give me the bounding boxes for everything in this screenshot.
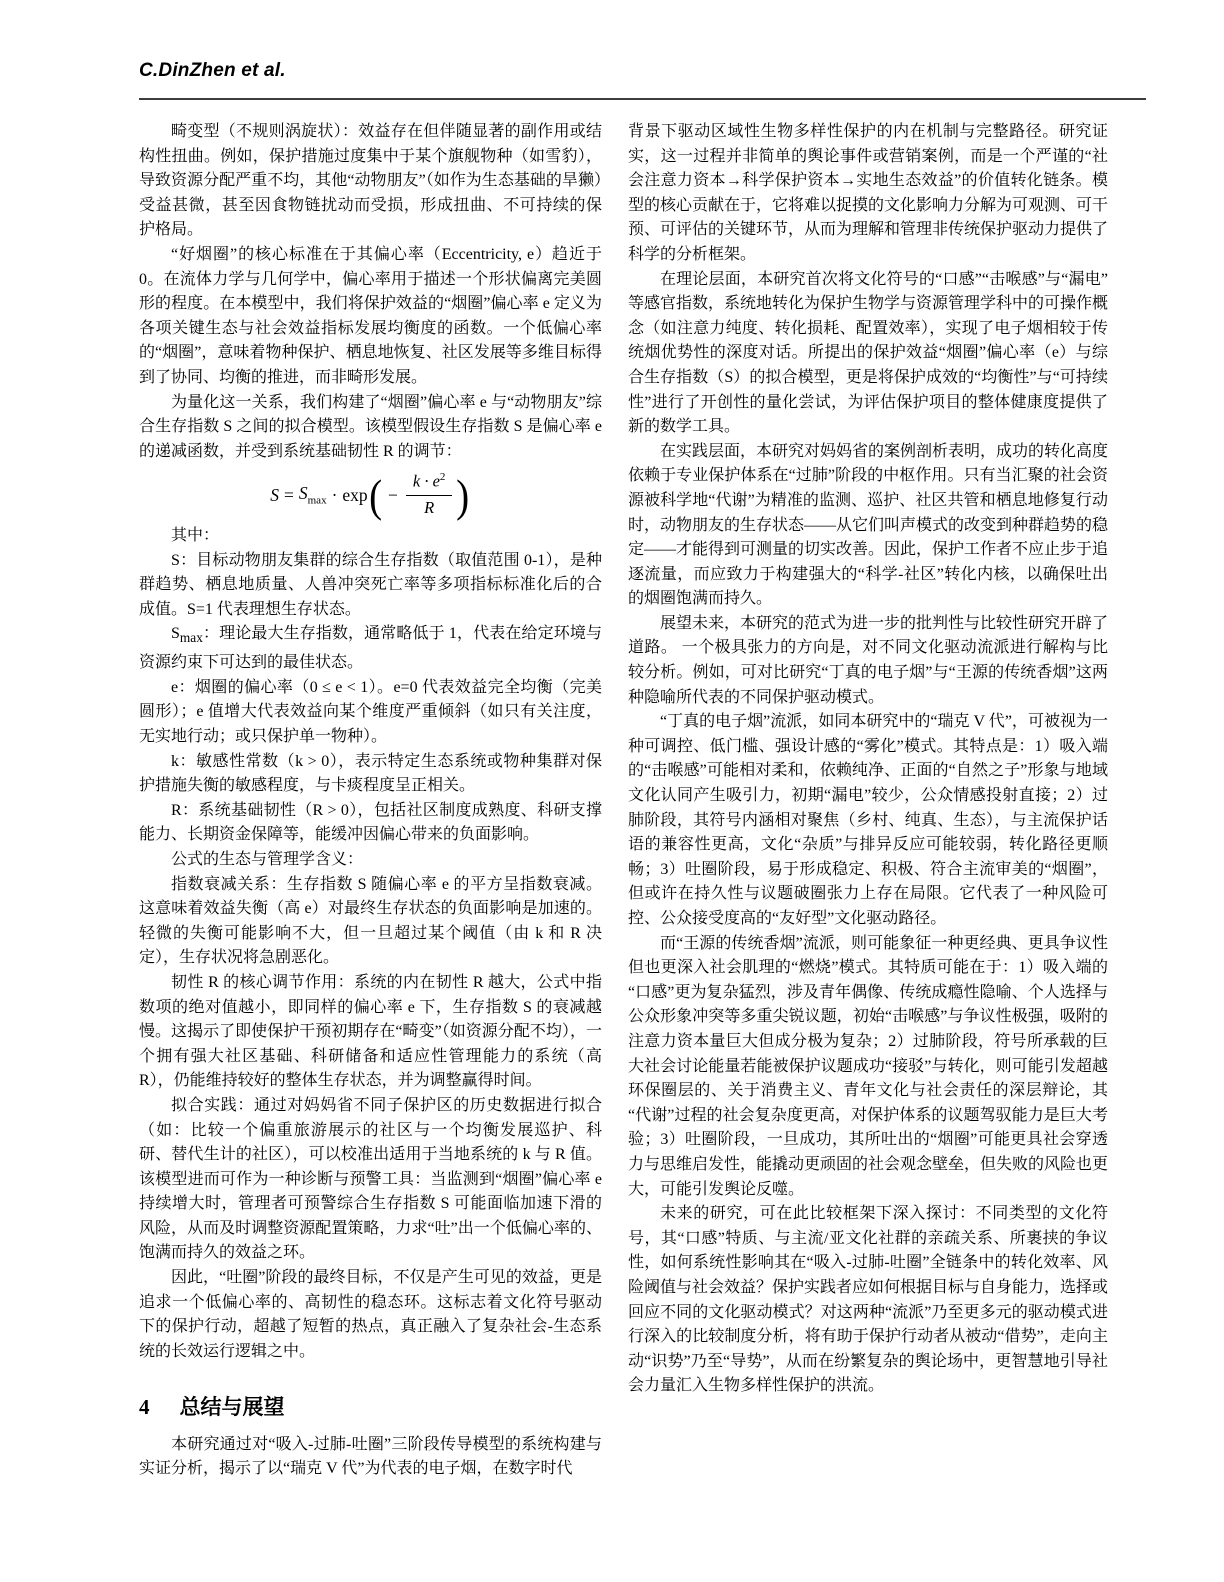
paragraph-exponential-decay: 指数衰减关系：生存指数 S 随偏心率 e 的平方呈指数衰减。这意味着效益失衡（高 e）对最终生存状态的负面影响是加速的。轻微的失衡可能影响不大，但一旦超过某个阈值（由 k 和 R 决定），生存状况将急剧恶化。: [139, 875, 602, 967]
paragraph-practice-level: 在实践层面，本研究对妈妈省的案例剖析表明，成功的转化高度依赖于专业保护体系在“过肺”阶段的中枢作用。只有当汇聚的社会资源被科学地“代谢”为精准的监测、巡护、社区共管和栖息地修复行动时，动物朋友的生存状态——从它们叫声模式的改变到种群趋势的稳定——才能得到可测量的切实改善。因此，保护工作者不应止步于追逐流量，而应致力于构建强大的“科学-社区”转化内核，以确保吐出的烟圈饱满而持久。: [628, 442, 1109, 608]
formula-equals: =: [284, 484, 294, 505]
paragraph-meaning-label: 公式的生态与管理学含义：: [171, 850, 364, 868]
running-head: C.DinZhen et al.: [139, 60, 286, 81]
left-column: [139, 120, 602, 1482]
paragraph-resilience-role: 韧性 R 的核心调节作用：系统的内在韧性 R 越大，公式中指数项的绝对值越小，即同样的偏心率 e 下，生存指数 S 的衰减越慢。这揭示了即使保护干预初期存在“畸变”（如资源分配不均），一个拥有强大社区基础、科研储备和适应性管理能力的系统（高 R），仍能维持较好的整体生存状态，并为调整赢得时间。: [139, 973, 602, 1090]
paragraph-deformed-type: 畸变型（不规则涡旋状）：效益存在但伴随显著的副作用或结构性扭曲。例如，保护措施过度集中于某个旗舰物种（如雪豹），导致资源分配严重不均，其他“动物朋友”（如作为生态基础的旱獭）受益甚微，甚至因食物链扰动而受损，形成扭曲、不可持续的保护格局。: [139, 123, 602, 239]
paragraph-good-ring-criterion: “好烟圈”的核心标准在于其偏心率（Eccentricity, e）趋近于 0。在流体力学与几何学中，偏心率用于描述一个形状偏离完美圆形的程度。在本模型中，我们将保护效益的“烟圈”偏心率 e 定义为各项关键生态与社会效益指标发展均衡度的函数。一个低偏心率的“烟圈”，意味着物种保护、栖息地恢复、社区发展等多维目标得到了协同、均衡的推进，而非畸形发展。: [139, 245, 602, 386]
paragraph-therefore: 因此，“吐圈”阶段的最终目标，不仅是产生可见的效益，更是追求一个低偏心率的、高韧性的稳态环。这标志着文化符号驱动下的保护行动，超越了短暂的热点，真正融入了复杂社会-生态系统的长效运行逻辑之中。: [139, 1269, 602, 1360]
formula-var-s: S: [270, 484, 279, 505]
paragraph-fitting-practice: 拟合实践：通过对妈妈省不同子保护区的历史数据进行拟合（如：比较一个偏重旅游展示的社区与一个均衡发展巡护、科研、替代生计的社区），可以校准出适用于当地系统的 k 与 R 值。该模型进而可作为一种诊断与预警工具：当监测到“烟圈”偏心率 e 持续增大时，管理者可预警综合生存指数 S 可能面临加速下滑的风险，从而及时调整资源配置策略，力求“吐”出一个低偏心率的、饱满而持久的效益之环。: [139, 1096, 602, 1262]
formula-exp: exp: [342, 484, 368, 505]
header-rule: [139, 98, 1146, 100]
paragraph-future-research: 未来的研究，可在此比较框架下深入探讨：不同类型的文化符号，其“口感”特质、与主流/亚文化社群的亲疏关系、所裹挟的争议性，如何系统性影响其在“吸入-过肺-吐圈”全链条中的转化效率、风险阈值与社会效益？保护实践者应如何根据目标与自身能力，选择或回应不同的文化驱动模式？对这两种“流派”乃至更多元的驱动模式进行深入的比较制度分析，将有助于保护行动者从被动“借势”，走向主动“识势”乃至“导势”，从而在纷繁复杂的舆论场中，更智慧地引导社会力量汇入生物多样性保护的洪流。: [628, 1205, 1109, 1395]
definition-smax: $S_{max}$：理论最大生存指数，通常略低于 1，代表在给定环境与资源约束下可达到的最佳状态。: [139, 625, 602, 672]
formula-numerator: $k \cdot e^2$: [406, 471, 453, 496]
definition-s: S：目标动物朋友集群的综合生存指数（取值范围 0-1），是种群趋势、栖息地质量、人兽冲突死亡率等多项指标标准化后的合成值。S=1 代表理想生存状态。: [139, 551, 602, 618]
paragraph-theory-level: 在理论层面，本研究首次将文化符号的“口感”“击喉感”与“漏电”等感官指数，系统地转化为保护生物学与资源管理学科中的可操作概念（如注意力纯度、转化损耗、配置效率），实现了电子烟相较于传统烟优势性的深度对话。所提出的保护效益“烟圈”偏心率（e）与综合生存指数（S）的拟合模型，更是将保护成效的“均衡性”与“可持续性”进行了开创性的量化尝试，为评估保护项目的整体健康度提供了新的数学工具。: [628, 270, 1109, 436]
two-column-body: [139, 120, 1108, 1482]
paragraph-continuation: 背景下驱动区域性生物多样性保护的内在机制与完整路径。研究证实，这一过程并非简单的舆论事件或营销案例，而是一个严谨的“社会注意力资本→科学保护资本→实地生态效益”的价值转化链条。模型的核心贡献在于，它将难以捉摸的文化影响力分解为可观测、可干预、可评估的关键环节，从而为理解和管理非传统保护驱动力提供了科学的分析框架。: [628, 123, 1109, 263]
paragraph-summary-start: 本研究通过对“吸入-过肺-吐圈”三阶段传导模型的系统构建与实证分析，揭示了以“瑞克 V 代”为代表的电子烟，在数字时代: [139, 1435, 602, 1478]
formula-row: [139, 471, 602, 519]
paragraph-ecig-school: “丁真的电子烟”流派，如同本研究中的“瑞克 V 代”，可被视为一种可调控、低门槛、强设计感的“雾化”模式。其特点是：1）吸入端的“击喉感”可能相对柔和，依赖纯净、正面的“自然之子”形象与地域文化认同产生吸引力，初期“漏电”较少，公众情感投射直接；2）过肺阶段，其符号内涵相对聚焦（乡村、纯真、生态），与主流保护话语的兼容性更高，文化“杂质”与排异反应可能较弱，转化路径更顺畅；3）吐圈阶段，易于形成稳定、积极、符合主流审美的“烟圈”，但或许在持久性与议题破圈张力上存在局限。它代表了一种风险可控、公众接受度高的“友好型”文化驱动路径。: [628, 713, 1108, 927]
formula-smax: $S_{max}$: [298, 483, 327, 507]
paragraph-traditional-school: 而“王源的传统香烟”流派，则可能象征一种更经典、更具争议性但也更深入社会肌理的“燃烧”模式。其特质可能在于：1）吸入端的“口感”更为复杂猛烈，涉及青年偶像、传统成瘾性隐喻、个人选择与公众形象冲突等多重尖锐议题，初始“击喉感”与争议性极强，吸附的注意力资本量巨大但成分极为复杂；2）过肺阶段，符号所承载的巨大社会讨论能量若能被保护议题成功“接驳”与转化，则可能引发超越环保圈层的、关于消费主义、青年文化与社会责任的深层辩论，其“代谢”过程的社会复杂度更高，对保护体系的议题驾驭能力是巨大考验；3）吐圈阶段，一旦成功，其所吐出的“烟圈”可能更具社会穿透力与思维启发性，能撬动更顽固的社会观念壁垒，但失败的风险也更大，可能引发舆论反噬。: [628, 934, 1109, 1198]
paragraph-model-intro: 为量化这一关系，我们构建了“烟圈”偏心率 e 与“动物朋友”综合生存指数 S 之间的拟合模型。该模型假设生存指数 S 是偏心率 e 的递减函数，并受到系统基础韧性 R 的调节：: [139, 393, 602, 460]
formula-cdot: ·: [331, 484, 338, 505]
paragraph-where-label: 其中：: [171, 527, 220, 545]
formula-left-paren: (: [368, 469, 382, 521]
section-title: 总结与展望: [179, 1395, 285, 1420]
formula-minus: −: [388, 484, 398, 505]
paragraph-future-outlook: 展望未来，本研究的范式为进一步的批判性与比较性研究开辟了道路。 一个极具张力的方向是，对不同文化驱动流派进行解构与比较分析。例如，可对比研究“丁真的电子烟”与“王源的传统香烟”这两种隐喻所代表的不同保护驱动模式。: [628, 614, 1109, 706]
definition-e: e：烟圈的偏心率（0 ≤ e < 1）。e=0 代表效益完全均衡（完美圆形）；e 值增大代表效益向某个维度严重倾斜（如只有关注度，无实地行动；或只保护单一物种）。: [139, 678, 602, 745]
section-number: 4: [139, 1395, 150, 1420]
formula-denominator: R: [424, 498, 435, 518]
formula-fraction: [406, 471, 453, 519]
definition-k: k：敏感性常数（k > 0），表示特定生态系统或物种集群对保护措施失衡的敏感程度，与卡痰程度呈正相关。: [139, 752, 602, 795]
formula-right-paren: ): [456, 469, 470, 521]
definition-r: R：系统基础韧性（R > 0），包括社区制度成熟度、科研支撑能力、长期资金保障等，能缓冲因偏心带来的负面影响。: [139, 801, 602, 844]
survival-index-formula: [270, 471, 471, 519]
section-heading: [139, 1394, 602, 1420]
right-column: [628, 120, 1108, 1482]
